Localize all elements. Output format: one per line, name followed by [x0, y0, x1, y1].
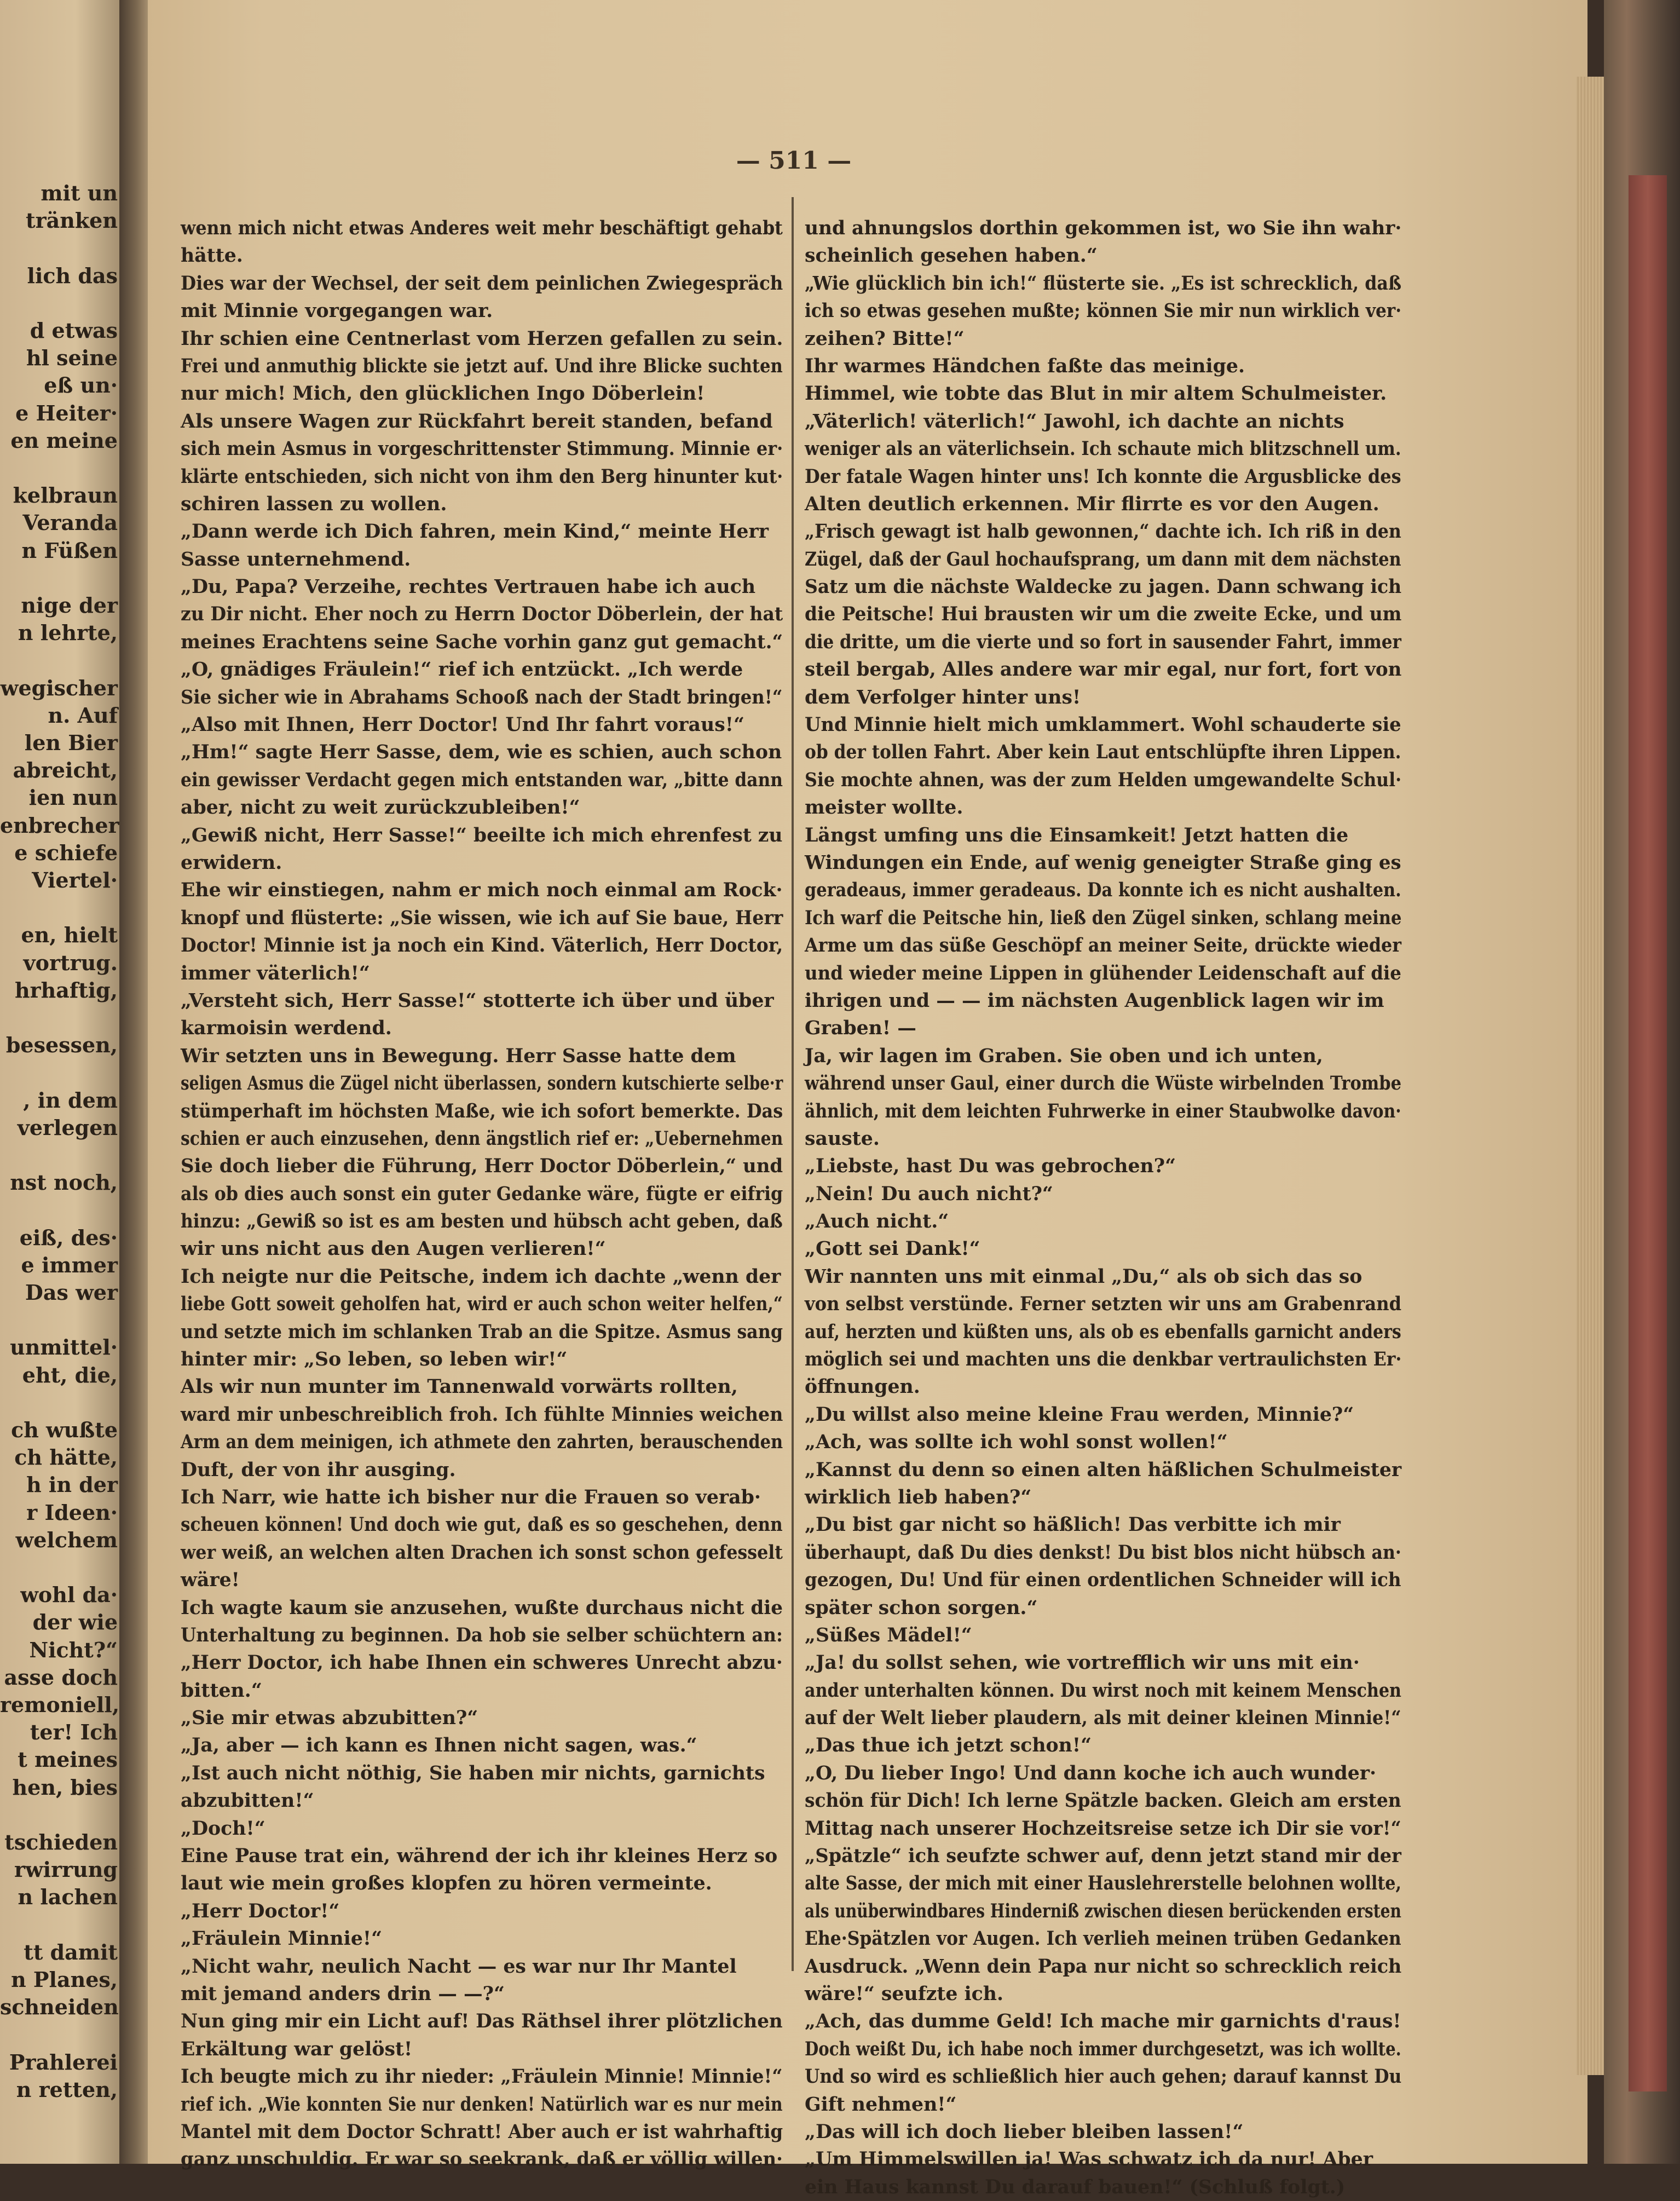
previous-page-fragment: ch wußte: [11, 1418, 118, 1442]
text-line: Ihr schien eine Centnerlast vom Herzen gefallen zu sein.: [181, 327, 783, 350]
text-line: „Gewiß nicht, Herr Sasse!“ beeilte ich mich ehrenfest zu: [181, 823, 783, 846]
text-line: knopf und flüsterte: „Sie wissen, wie ich auf Sie baue, Herr: [181, 906, 783, 929]
previous-page-fragment: h in der: [26, 1472, 118, 1497]
text-line: wäre!“ seufzte ich.: [805, 1983, 1004, 2005]
previous-page-fragment: lich das: [27, 263, 118, 288]
text-line: „Ja, aber — ich kann es Ihnen nicht sagen, was.“: [181, 1734, 697, 1757]
text-line: „Ja! du sollst sehen, wie vortrefflich wir uns mit ein·: [805, 1651, 1360, 1674]
text-line: die Peitsche! Hui brausten wir um die zweite Ecke, und um: [805, 603, 1402, 626]
text-line: „O, gnädiges Fräulein!“ rief ich entzückt. „Ich werde: [181, 658, 743, 681]
text-line: „Dann werde ich Dich fahren, mein Kind,“ meinte Herr: [181, 520, 769, 543]
text-line: „Hm!“ sagte Herr Sasse, dem, wie es schien, auch schon: [181, 741, 782, 764]
text-line: Unterhaltung zu beginnen. Da hob sie selber schüchtern an:: [181, 1623, 783, 1646]
previous-page-fragment: nst noch,: [10, 1170, 118, 1195]
previous-page-fragment: eht, die,: [22, 1362, 118, 1387]
text-line: Sie sicher wie in Abrahams Schooß nach der Stadt bringen!“: [181, 685, 783, 708]
text-line: überhaupt, daß Du dies denkst! Du bist blos nicht hübsch an·: [805, 1541, 1401, 1564]
text-line: „Du, Papa? Verzeihe, rechtes Vertrauen habe ich auch: [181, 575, 756, 598]
previous-page-fragment: n Füßen: [21, 538, 118, 563]
previous-page-fragment: mit un: [41, 181, 118, 205]
text-line: schiren lassen zu wollen.: [181, 492, 447, 515]
text-line: „Ist auch nicht nöthig, Sie haben mir nichts, garnichts: [181, 1761, 765, 1784]
text-line: möglich sei und machten uns die denkbar vertraulichsten Er·: [805, 1348, 1402, 1371]
text-line: abzubitten!“: [181, 1789, 314, 1812]
text-line: „Das will ich doch lieber bleiben lassen!“: [805, 2120, 1244, 2143]
text-line: liebe Gott soweit geholfen hat, wird er auch schon weiter helfen,“: [181, 1293, 783, 1316]
previous-page-fragment: der wie: [32, 1610, 118, 1635]
text-line: zu Dir nicht. Eher noch zu Herrn Doctor Döberlein, der hat: [181, 603, 783, 626]
text-line: Längst umfing uns die Einsamkeit! Jetzt hatten die: [805, 823, 1349, 846]
text-line: nur mich! Mich, den glücklichen Ingo Döberlein!: [181, 382, 705, 405]
text-line: laut wie mein großes klopfen zu hören vermeinte.: [181, 1872, 712, 1895]
text-line: auf der Welt lieber plaudern, als mit deiner kleinen Minnie!“: [805, 1707, 1401, 1730]
text-line: sich mein Asmus in vorgeschrittenster Stimmung. Minnie er·: [181, 437, 783, 460]
previous-page-fragment: besessen,: [5, 1033, 118, 1058]
text-line: Wir setzten uns in Bewegung. Herr Sasse hatte dem: [181, 1044, 736, 1067]
previous-page-fragment: en meine: [10, 428, 118, 453]
text-line: Graben! —: [805, 1017, 916, 1040]
text-line: scheinlich gesehen haben.“: [805, 244, 1098, 267]
previous-page-fragment: eß un·: [44, 373, 118, 398]
text-line: und wieder meine Lippen in glühender Leidenschaft auf die: [805, 961, 1401, 984]
previous-page-fragment: Prahlerei: [9, 2049, 118, 2075]
text-line: ganz unschuldig. Er war so seekrank, daß er völlig willen·: [181, 2148, 783, 2171]
text-line: wer weiß, an welchen alten Drachen ich sonst schon gefesselt: [181, 1541, 783, 1564]
text-line: Alten deutlich erkennen. Mir flirrte es vor den Augen.: [805, 492, 1379, 515]
previous-page-fragment: t meines: [18, 1747, 118, 1772]
text-line: alte Sasse, der mich mit einer Hauslehrerstelle belohnen wollte,: [805, 1872, 1401, 1895]
text-line: Sasse unternehmend.: [181, 548, 411, 571]
text-line: Gift nehmen!“: [805, 2093, 957, 2116]
text-line: von selbst verstünde. Ferner setzten wir uns am Grabenrand: [805, 1293, 1402, 1316]
text-line: hinzu: „Gewiß so ist es am besten und hübsch acht geben, daß: [181, 1210, 783, 1233]
text-line: „Väterlich! väterlich!“ Jawohl, ich dachte an nichts: [805, 410, 1344, 433]
text-line: Eine Pause trat ein, während der ich ihr kleines Herz so: [181, 1845, 778, 1868]
text-line: hätte.: [181, 244, 243, 267]
text-line: scheuen können! Und doch wie gut, daß es so geschehen, denn: [181, 1513, 783, 1536]
text-line: Frei und anmuthig blickte sie jetzt auf. Und ihre Blicke suchten: [181, 354, 783, 377]
text-line: „Fräulein Minnie!“: [181, 1927, 383, 1950]
previous-page-fragment: n lachen: [18, 1885, 118, 1910]
text-line: als unüberwindbares Hinderniß zwischen diesen berückenden ersten: [805, 1899, 1401, 1922]
text-line: klärte entschieden, sich nicht von ihm den Berg hinunter kut·: [181, 465, 783, 488]
previous-page-fragment: d etwas: [30, 318, 118, 343]
text-line: meines Erachtens seine Sache vorhin ganz gut gemacht.“: [181, 630, 783, 653]
text-line: „Frisch gewagt ist halb gewonnen,“ dachte ich. Ich riß in den: [805, 520, 1401, 543]
binding-spine: [1629, 175, 1667, 2091]
previous-page-fragment: unmittel·: [10, 1335, 118, 1360]
text-line: schien er auch einzusehen, denn ängstlich rief er: „Uebernehmen: [181, 1127, 783, 1150]
text-line: „Herr Doctor!“: [181, 1899, 340, 1922]
text-line: die dritte, um die vierte und so fort in sausender Fahrt, immer: [805, 630, 1401, 653]
text-line: ihrigen und — — im nächsten Augenblick lagen wir im: [805, 989, 1384, 1012]
text-line: während unser Gaul, einer durch die Wüste wirbelnden Trombe: [805, 1072, 1402, 1095]
text-line: Ich neigte nur die Peitsche, indem ich dachte „wenn der: [181, 1265, 781, 1288]
previous-page-fragment: vortrug.: [23, 950, 118, 975]
text-line: später schon sorgen.“: [805, 1596, 1038, 1619]
text-line: seligen Asmus die Zügel nicht überlassen, sondern kutschierte selbe·r: [181, 1072, 783, 1095]
text-line: „Das thue ich jetzt schon!“: [805, 1734, 1092, 1757]
text-line: ander unterhalten können. Du wirst noch mit keinem Menschen: [805, 1679, 1401, 1702]
text-line: mit Minnie vorgegangen war.: [181, 299, 493, 322]
previous-page-fragment: tt damit: [24, 1939, 118, 1964]
previous-page-fragment: len Bier: [24, 730, 118, 755]
previous-page-fragment: hrhaftig,: [14, 977, 118, 1002]
text-line: Der fatale Wagen hinter uns! Ich konnte die Argusblicke des: [805, 465, 1401, 488]
text-line: Doctor! Minnie ist ja noch ein Kind. Väterlich, Herr Doctor,: [181, 934, 783, 957]
previous-page-fragment: n. Auf: [48, 702, 118, 728]
previous-page-fragment: Das wer: [25, 1280, 118, 1305]
text-column-right: [805, 215, 1407, 2201]
previous-page-fragment: , in dem: [23, 1087, 118, 1113]
text-line: ward mir unbeschreiblich froh. Ich fühlte Minnies weichen: [181, 1403, 783, 1426]
previous-page-fragment: wohl da·: [20, 1582, 118, 1607]
text-line: „Um Himmelswillen ja! Was schwatz ich da nur! Aber: [805, 2148, 1373, 2171]
previous-page-fragment: asse doch: [4, 1664, 118, 1690]
text-line: Sie doch lieber die Führung, Herr Doctor Döberlein,“ und: [181, 1155, 783, 1178]
text-line: „Ach, das dumme Geld! Ich mache mir garnichts d'raus!: [805, 2010, 1401, 2033]
text-line: mit jemand anders drin — —?“: [181, 1983, 505, 2005]
text-line: Ich warf die Peitsche hin, ließ den Zügel sinken, schlang meine: [805, 906, 1402, 929]
previous-page-fragment: hl seine: [26, 345, 118, 371]
text-line: Dies war der Wechsel, der seit dem peinlichen Zwiegespräch: [181, 272, 783, 295]
text-line: rief ich. „Wie konnten Sie nur denken! Natürlich war es nur mein: [181, 2093, 783, 2116]
text-line: „Doch!“: [181, 1817, 265, 1840]
text-line: Duft, der von ihr ausging.: [181, 1458, 456, 1481]
text-line: Mantel mit dem Doctor Schratt! Aber auch er ist wahrhaftig: [181, 2120, 783, 2143]
previous-page-fragment: rwirrung: [14, 1857, 118, 1882]
text-line: dem Verfolger hinter uns!: [805, 685, 1081, 708]
previous-page-fragment: n retten,: [16, 2077, 118, 2102]
text-line: „Süßes Mädel!“: [805, 1623, 972, 1646]
text-line: Ja, wir lagen im Graben. Sie oben und ich unten,: [805, 1044, 1323, 1067]
column-divider: [792, 197, 794, 1971]
text-line: zeihen? Bitte!“: [805, 327, 965, 350]
text-line: Arme um das süße Geschöpf an meiner Seite, drückte wieder: [805, 934, 1402, 957]
text-line: ähnlich, mit dem leichten Fuhrwerke in einer Staubwolke davon·: [805, 1099, 1401, 1122]
text-line: wenn mich nicht etwas Anderes weit mehr beschäftigt gehabt: [181, 217, 783, 239]
text-line: „O, Du lieber Ingo! Und dann koche ich auch wunder·: [805, 1761, 1377, 1784]
text-line: „Spätzle“ ich seufzte schwer auf, denn jetzt stand mir der: [805, 1845, 1401, 1868]
previous-page-edge: [0, 0, 126, 2164]
text-line: Ihr warmes Händchen faßte das meinige.: [805, 354, 1245, 377]
text-line: ein gewisser Verdacht gegen mich entstanden war, „bitte dann: [181, 768, 783, 791]
text-line: schön für Dich! Ich lerne Spätzle backen. Gleich am ersten: [805, 1789, 1401, 1812]
text-line: „Versteht sich, Herr Sasse!“ stotterte ich über und über: [181, 989, 774, 1012]
previous-page-fragment: ien nun: [28, 785, 118, 810]
text-line: erwidern.: [181, 851, 282, 874]
previous-page-fragment: abreicht,: [13, 758, 118, 783]
previous-page-fragment: tränken: [26, 208, 118, 233]
text-line: Sie mochte ahnen, was der zum Helden umgewandelte Schul·: [805, 768, 1402, 791]
text-line: hinter mir: „So leben, so leben wir!“: [181, 1348, 568, 1371]
text-line: ein Haus kannst Du darauf bauen!“ (Schluß folgt.): [805, 2175, 1346, 2198]
text-line: Und Minnie hielt mich umklammert. Wohl schauderte sie: [805, 713, 1401, 736]
text-line: Ich Narr, wie hatte ich bisher nur die Frauen so verab·: [181, 1485, 761, 1508]
text-line: „Wie glücklich bin ich!“ flüsterte sie. „Es ist schrecklich, daß: [805, 272, 1402, 295]
previous-page-fragment: remoniell,: [0, 1692, 120, 1717]
text-line: Ausdruck. „Wenn dein Papa nur nicht so schrecklich reich: [805, 1955, 1402, 1978]
text-line: wirklich lieb haben?“: [805, 1485, 1032, 1508]
text-line: sauste.: [805, 1127, 880, 1150]
page-number: — 511 —: [736, 147, 852, 175]
text-line: Als unsere Wagen zur Rückfahrt bereit standen, befand: [181, 410, 773, 433]
previous-page-fragment: e schiefe: [14, 840, 118, 865]
text-line: wäre!: [181, 1569, 240, 1592]
text-line: „Du bist gar nicht so häßlich! Das verbitte ich mir: [805, 1513, 1341, 1536]
previous-page-fragment: wegischer: [0, 675, 118, 700]
previous-page-fragment: tschieden: [4, 1830, 118, 1854]
text-line: als ob dies auch sonst ein guter Gedanke wäre, fügte er eifrig: [181, 1182, 783, 1205]
text-line: ich so etwas gesehen mußte; können Sie mir nun wirklich ver·: [805, 299, 1402, 322]
text-line: „Auch nicht.“: [805, 1210, 949, 1233]
text-line: immer väterlich!“: [181, 961, 370, 984]
previous-page-fragment: e Heiter·: [15, 400, 118, 425]
text-line: stümperhaft im höchsten Maße, wie ich sofort bemerkte. Das: [181, 1099, 783, 1122]
text-line: „Herr Doctor, ich habe Ihnen ein schweres Unrecht abzu·: [181, 1651, 783, 1674]
text-line: wir uns nicht aus den Augen verlieren!“: [181, 1237, 606, 1260]
text-line: aber, nicht zu weit zurückzubleiben!“: [181, 796, 580, 819]
text-line: „Kannst du denn so einen alten häßlichen Schulmeister: [805, 1458, 1402, 1481]
text-line: meister wollte.: [805, 796, 963, 819]
text-line: „Gott sei Dank!“: [805, 1237, 980, 1260]
text-line: Ich wagte kaum sie anzusehen, wußte durchaus nicht die: [181, 1596, 783, 1619]
text-line: Windungen ein Ende, auf wenig geneigter Straße ging es: [805, 851, 1401, 874]
text-line: Nun ging mir ein Licht auf! Das Räthsel ihrer plötzlichen: [181, 2010, 783, 2033]
text-line: Mittag nach unserer Hochzeitsreise setze ich Dir sie vor!“: [805, 1817, 1401, 1840]
previous-page-fragment: schneiden: [0, 1995, 119, 2020]
text-line: „Nicht wahr, neulich Nacht — es war nur Ihr Mantel: [181, 1955, 737, 1978]
previous-page-fragment: kelbraun: [13, 483, 118, 508]
text-line: Doch weißt Du, ich habe noch immer durchgesetzt, was ich wollte.: [805, 2037, 1401, 2060]
text-line: Als wir nun munter im Tannenwald vorwärts rollten,: [181, 1375, 738, 1398]
text-line: Himmel, wie tobte das Blut in mir altem Schulmeister.: [805, 382, 1387, 405]
text-column-left: [181, 215, 788, 2174]
text-line: Ich beugte mich zu ihr nieder: „Fräulein Minnie! Minnie!“: [181, 2065, 783, 2088]
text-line: Ehe wir einstiegen, nahm er mich noch einmal am Rock·: [181, 879, 783, 902]
previous-page-fragment: n lehrte,: [18, 620, 118, 646]
text-line: und ahnungslos dorthin gekommen ist, wo Sie ihn wahr·: [805, 217, 1402, 239]
previous-page-fragment: eiß, des·: [19, 1225, 118, 1250]
previous-page-fragment: verlegen: [17, 1115, 118, 1140]
previous-page-fragment: Viertel·: [32, 868, 118, 892]
text-line: „Also mit Ihnen, Herr Doctor! Und Ihr fahrt voraus!“: [181, 713, 744, 736]
text-line: geradeaus, immer geradeaus. Da konnte ich es nicht aushalten.: [805, 879, 1401, 902]
text-line: weniger als an väterlichsein. Ich schaute mich blitzschnell um.: [805, 437, 1401, 460]
text-line: „Sie mir etwas abzubitten?“: [181, 1707, 478, 1730]
previous-page-fragment: nige der: [21, 593, 118, 618]
text-line: öffnungen.: [805, 1375, 920, 1398]
previous-page-fragment: en, hielt: [21, 923, 118, 948]
previous-page-fragment: ter! Ich: [30, 1720, 118, 1745]
text-line: auf, herzten und küßten uns, als ob es ebenfalls garnicht anders: [805, 1320, 1401, 1343]
previous-page-fragment: welchem: [15, 1527, 118, 1552]
text-line: Und so wird es schließlich hier auch gehen; darauf kannst Du: [805, 2065, 1402, 2088]
text-line: ob der tollen Fahrt. Aber kein Laut entschlüpfte ihren Lippen.: [805, 741, 1401, 764]
text-line: gezogen, Du! Und für einen ordentlichen Schneider will ich: [805, 1569, 1401, 1592]
text-line: „Du willst also meine kleine Frau werden, Minnie?“: [805, 1403, 1354, 1426]
text-line: Erkältung war gelöst!: [181, 2037, 413, 2060]
previous-page-fragment: e immer: [21, 1252, 118, 1277]
previous-page-fragment: ch hätte,: [14, 1445, 118, 1470]
previous-page-fragment: hen, bies: [12, 1774, 118, 1800]
text-line: „Ach, was sollte ich wohl sonst wollen!“: [805, 1431, 1228, 1454]
text-line: karmoisin werdend.: [181, 1017, 392, 1040]
text-line: Arm an dem meinigen, ich athmete den zahrten, berauschenden: [181, 1431, 783, 1454]
previous-page-fragment: n Planes,: [11, 1967, 118, 1992]
text-line: „Nein! Du auch nicht?“: [805, 1182, 1053, 1205]
previous-page-fragment: Nicht?“: [29, 1637, 118, 1662]
previous-page-fragment: enbrecher: [0, 813, 119, 838]
text-line: und setzte mich im schlanken Trab an die Spitze. Asmus sang: [181, 1320, 783, 1343]
text-line: bitten.“: [181, 1679, 262, 1702]
previous-page-fragment: Veranda: [22, 510, 118, 535]
text-line: Wir nannten uns mit einmal „Du,“ als ob sich das so: [805, 1265, 1363, 1288]
text-line: Satz um die nächste Waldecke zu jagen. Dann schwang ich: [805, 575, 1402, 598]
text-line: Ehe·Spätzlen vor Augen. Ich verlieh meinen trüben Gedanken: [805, 1927, 1401, 1950]
text-line: steil bergab, Alles andere war mir egal, nur fort, fort von: [805, 658, 1402, 681]
text-line: Zügel, daß der Gaul hochaufsprang, um dann mit dem nächsten: [805, 548, 1401, 571]
previous-page-fragment: r Ideen·: [26, 1500, 118, 1525]
text-line: „Liebste, hast Du was gebrochen?“: [805, 1155, 1176, 1178]
